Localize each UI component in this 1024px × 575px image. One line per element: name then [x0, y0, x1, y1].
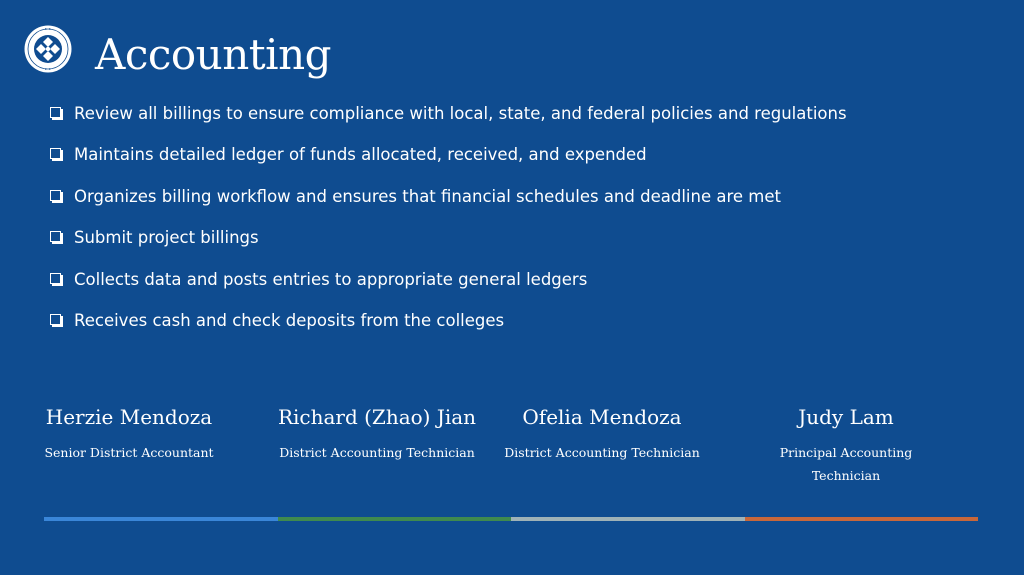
footer-color-bar [44, 517, 978, 521]
checkbox-icon [50, 231, 61, 242]
staff-role: District Accounting Technician [279, 445, 475, 460]
footer-bar-orange [745, 517, 979, 521]
staff-card [504, 403, 700, 464]
list-item [50, 309, 847, 350]
list-item [50, 143, 847, 184]
list-item-text: Review all billings to ensure compliance with local, state, and federal policies and regulations [74, 104, 847, 123]
staff-card [270, 403, 484, 464]
staff-name: Herzie Mendoza [45, 405, 213, 429]
staff-name: Ofelia Mendoza [522, 405, 682, 429]
checkbox-icon [50, 190, 61, 201]
checkbox-icon [50, 314, 61, 325]
staff-role: District Accounting Technician [504, 445, 700, 460]
list-item-text: Maintains detailed ledger of funds allocated, received, and expended [74, 145, 647, 165]
responsibility-list [50, 102, 847, 350]
staff-card [766, 403, 926, 487]
page-title: Accounting [95, 30, 332, 79]
staff-role: Principal Accounting Technician [779, 445, 913, 483]
list-item-text: Submit project billings [74, 228, 259, 248]
list-item-text: Collects data and posts entries to appropriate general ledgers [74, 269, 588, 289]
checkbox-icon [50, 273, 61, 284]
list-item [50, 268, 847, 309]
checkbox-icon [50, 107, 61, 118]
checkbox-icon [50, 148, 61, 159]
footer-bar-blue [44, 517, 278, 521]
staff-role: Senior District Accountant [44, 445, 214, 460]
staff-name: Richard (Zhao) Jian [277, 405, 477, 429]
footer-bar-green [278, 517, 512, 521]
list-item-text: Receives cash and check deposits from the colleges [74, 310, 505, 330]
list-item [50, 226, 847, 267]
staff-name: Judy Lam [798, 405, 894, 429]
list-item-text: Organizes billing workflow and ensures that financial schedules and deadline are met [74, 186, 781, 206]
list-item [50, 185, 847, 226]
staff-card [34, 403, 224, 464]
list-item [50, 102, 847, 143]
district-seal-icon [24, 25, 72, 73]
footer-bar-gray [511, 517, 745, 521]
